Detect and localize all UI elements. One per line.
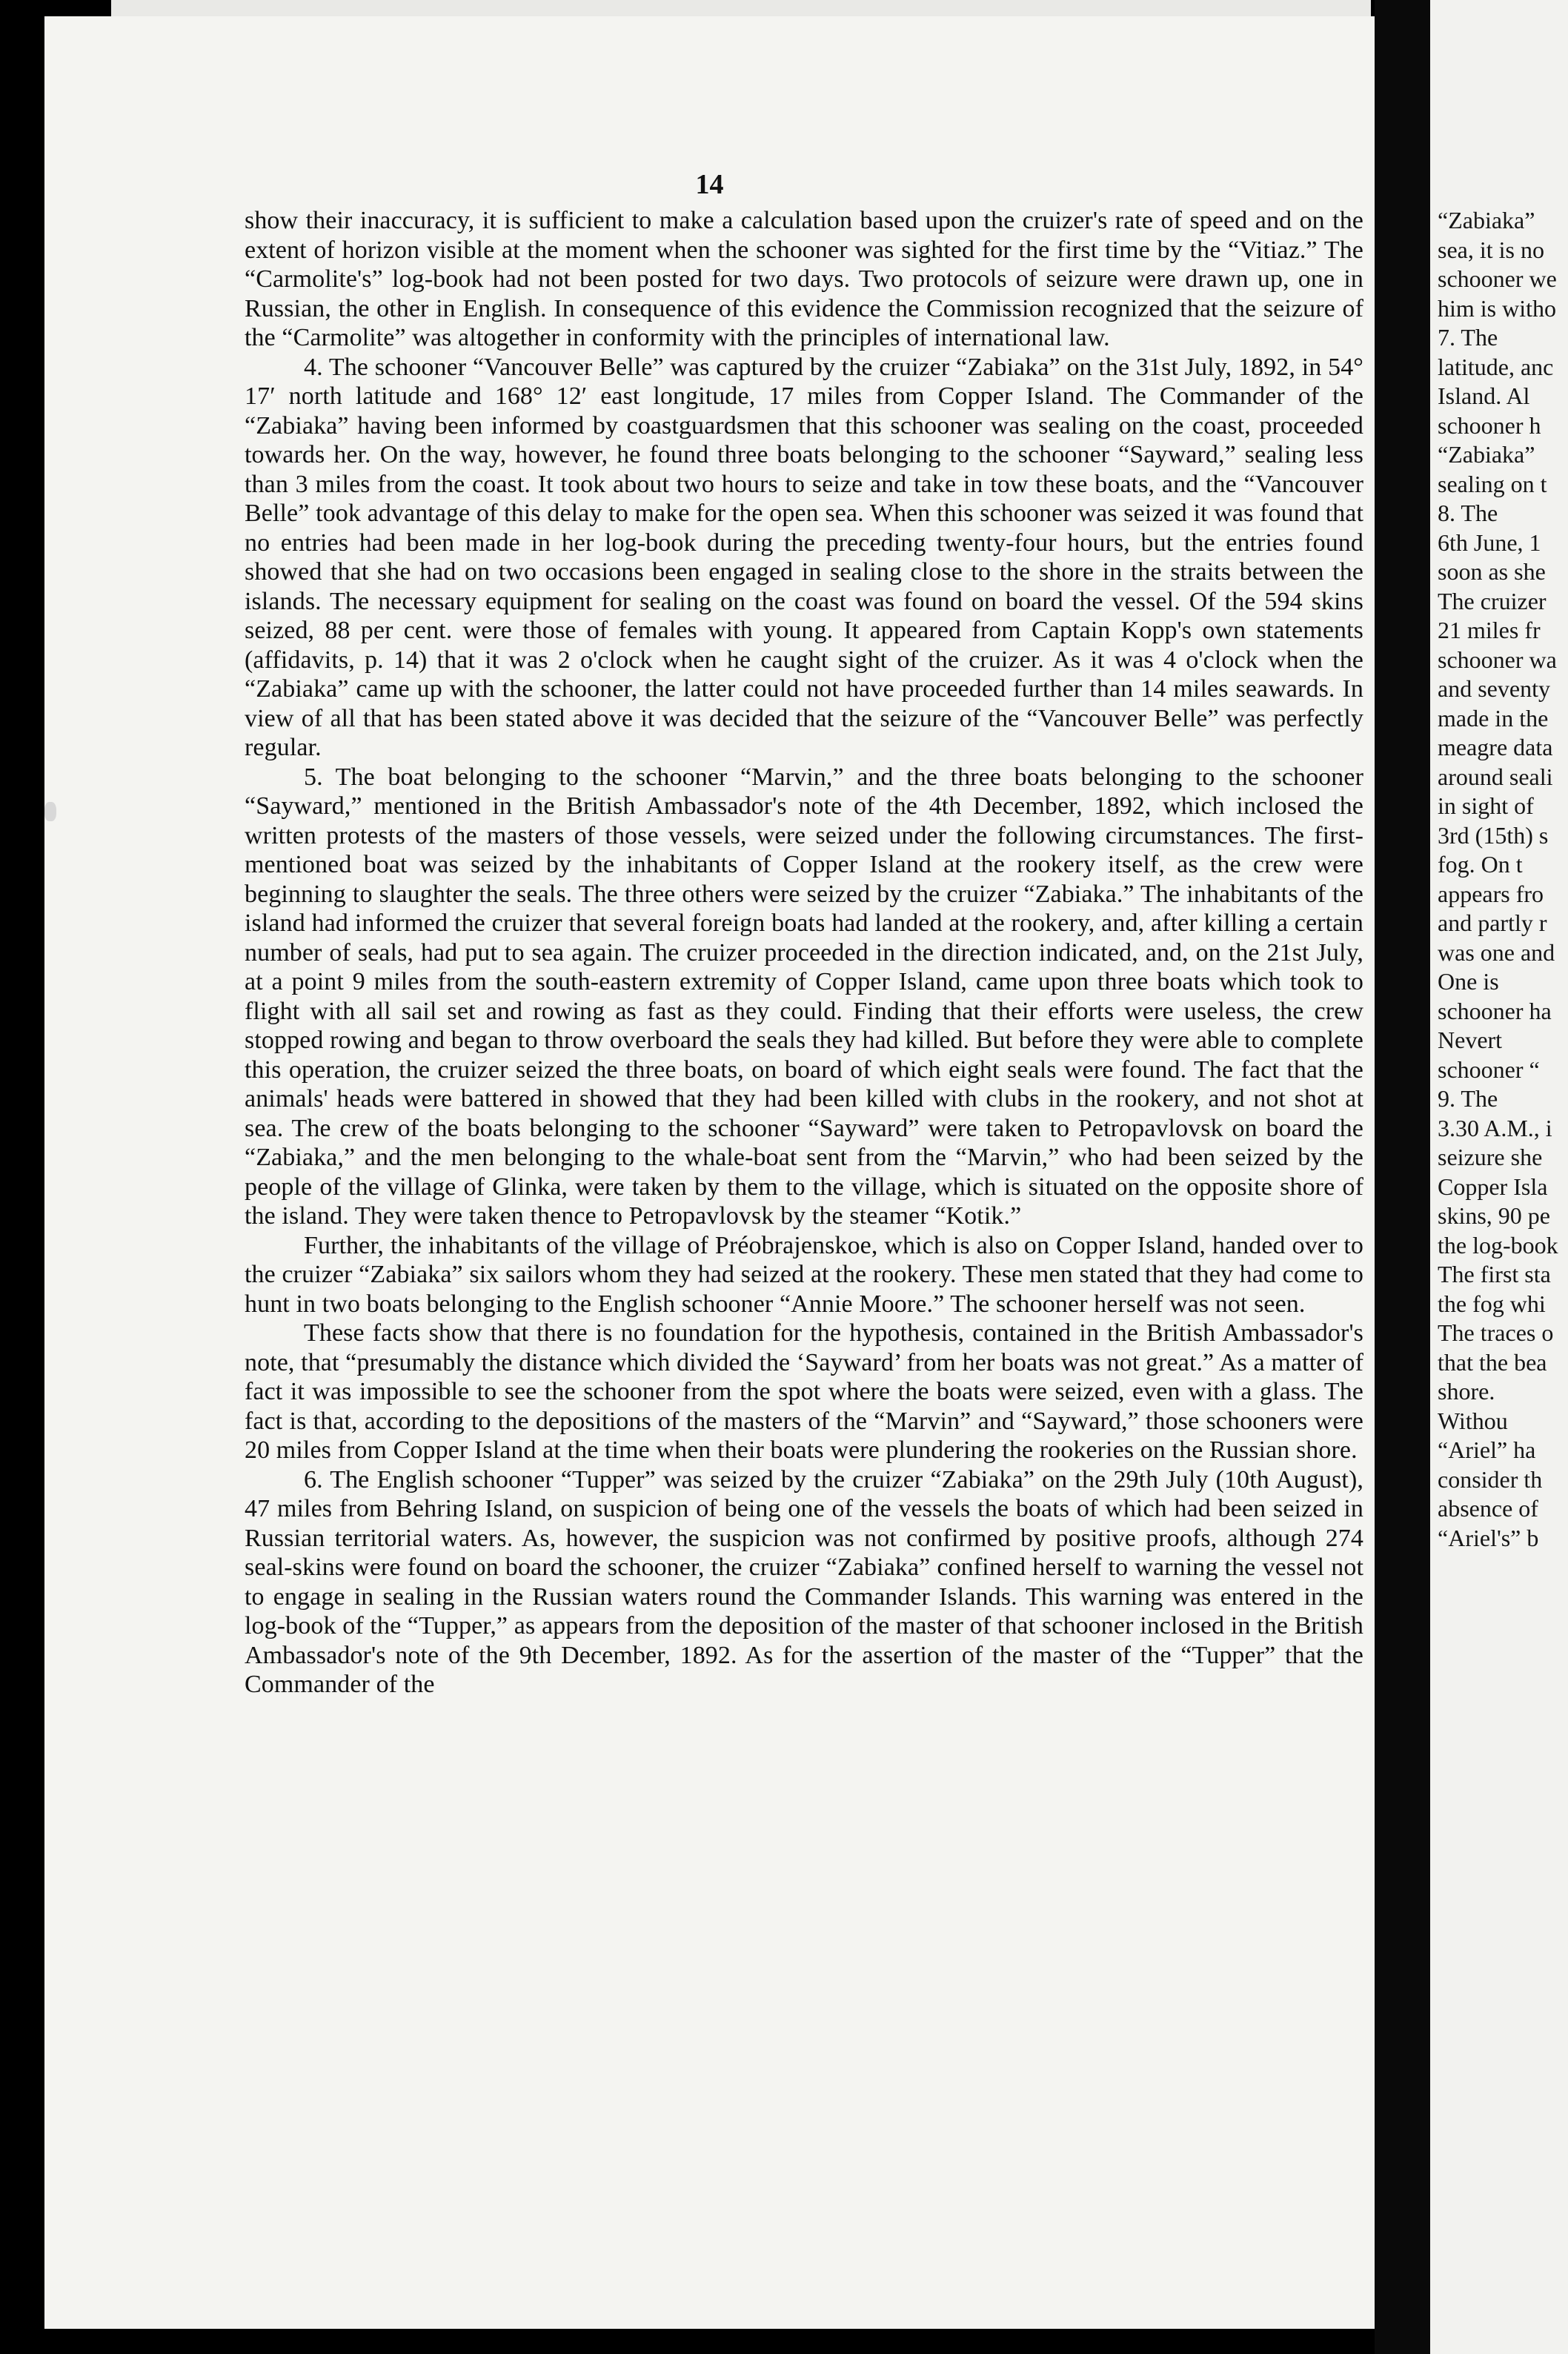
adjacent-page-fragment — [1430, 0, 1568, 2354]
document-page — [44, 16, 1375, 2329]
fragment-line: in sight of — [1438, 792, 1534, 819]
paragraph-4: Further, the inhabitants of the village of Préobrajenskoe, which is also on Copper Island, handed over to the cruizer “Zabiaka” six sailors whom they had seized at the rookery. These men stated that they had come to hunt in two boats belonging to the English schooner “Annie Moore.” The schooner herself was not seen. — [245, 1231, 1363, 1318]
scan-top-edge — [111, 0, 1371, 16]
fragment-line: Island. Al — [1438, 382, 1530, 409]
fragment-line: “Ariel” ha — [1438, 1436, 1536, 1463]
fragment-line: Withou — [1438, 1407, 1508, 1434]
fragment-line: shore. — [1438, 1378, 1495, 1405]
fragment-line: soon as she — [1438, 558, 1546, 585]
fragment-line: the fog whi — [1438, 1290, 1546, 1317]
fragment-line: was one and — [1438, 938, 1555, 966]
fragment-line: fog. On t — [1438, 851, 1523, 878]
fragment-line: latitude, anc — [1438, 353, 1554, 380]
fragment-line: One is — [1438, 968, 1499, 995]
fragment-line: schooner wa — [1438, 646, 1557, 673]
fragment-line: The traces o — [1438, 1319, 1554, 1346]
fragment-line: “Zabiaka” — [1438, 441, 1535, 468]
fragment-line: sea, it is no — [1438, 236, 1544, 263]
fragment-line: The cruizer — [1438, 587, 1547, 614]
fragment-line: that the bea — [1438, 1348, 1547, 1376]
body-text — [245, 206, 1363, 1700]
fragment-line: 3.30 A.M., i — [1438, 1114, 1552, 1141]
fragment-line: absence of — [1438, 1495, 1538, 1522]
fragment-line: consider th — [1438, 1465, 1543, 1493]
fragment-line: the log-book — [1438, 1231, 1558, 1259]
fragment-line: 21 miles fr — [1438, 617, 1541, 643]
paragraph-5: These facts show that there is no foundation for the hypothesis, contained in the British Ambassador's note, that “presumably the distance which divided the ‘Sayward’ from her boats was not great.” As a matter of fact it was impossible to see the schooner from the spot where the boats were seized, even with a glass. The fact is that, according to the depositions of the masters of the “Marvin” and “Sayward,” those schooners were 20 miles from Copper Island at the time when their boats were plundering the rookeries on the Russian shore. — [245, 1319, 1363, 1464]
fragment-line: schooner ha — [1438, 997, 1552, 1024]
fragment-line: schooner h — [1438, 411, 1541, 439]
fragment-line: him is witho — [1438, 294, 1557, 322]
fragment-line: and partly r — [1438, 909, 1547, 936]
fragment-line: 6th June, 1 — [1438, 528, 1541, 556]
fragment-line: schooner “ — [1438, 1055, 1540, 1083]
margin-speck — [44, 802, 56, 821]
fragment-line: meagre data — [1438, 734, 1553, 760]
page-gutter — [1375, 0, 1430, 2354]
paragraph-6: 6. The English schooner “Tupper” was seized by the cruizer “Zabiaka” on the 29th July (10th August), 47 miles from Behring Island, on suspicion of being one of the vessels the boats of which had been seized in Russian territorial waters. As, however, the suspicion was not confirmed by positive proofs, although 274 seal-skins were found on board the schooner, the cruizer “Zabiaka” confined herself to warning the vessel not to engage in sealing in the Russian waters round the Commander Islands. This warning was entered in the log-book of the “Tupper,” as appears from the deposition of the master of that schooner inclosed in the British Ambassador's note of the 9th December, 1892. As for the assertion of the master of the “Tupper” that the Commander of the — [245, 1465, 1363, 1698]
fragment-line-list — [1438, 206, 1568, 1553]
fragment-line: sealing on t — [1438, 470, 1547, 497]
fragment-line: made in the — [1438, 704, 1549, 732]
fragment-line: around seali — [1438, 763, 1553, 790]
fragment-line: 8. The — [1438, 500, 1498, 526]
paragraph-3: 5. The boat belonging to the schooner “Marvin,” and the three boats belonging to the schooner “Sayward,” mentioned in the British Ambassador's note of the 4th December, 1892, which inclosed the written protests of the masters of those vessels, were seized under the following circumstances. The first-mentioned boat was seized by the inhabitants of Copper Island at the rookery itself, as the crew were beginning to slaughter the seals. The three others were seized by the cruizer “Zabiaka.” The inhabitants of the island had informed the cruizer that several foreign boats had landed at the rookery, and, after killing a certain number of seals, had put to sea again. The cruizer proceeded in the direction indicated, and, on the 21st July, at a point 9 miles from the south-eastern extremity of Copper Island, came upon three boats which took to flight with all sail set and rowing as fast as they could. Finding that their efforts were useless, the crew stopped rowing and began to throw overboard the seals they had killed. But before they were able to complete this operation, the cruizer seized the three boats, on board of which eight seals were found. The fact that the animals' heads were battered in showed that they had been killed with clubs in the rookery, and not shot at sea. The crew of the boats belonging to the schooner “Sayward” were taken to Petropavlovsk on board the “Zabiaka,” and the men belonging to the whale-boat sent from the “Marvin,” who had been seized by the people of the village of Glinka, were taken by them to the village, which is situated on the opposite shore of the island. They were taken thence to Petropavlovsk by the steamer “Kotik.” — [245, 763, 1363, 1230]
fragment-line: “Ariel's” b — [1438, 1524, 1539, 1551]
fragment-line: 9. The — [1438, 1085, 1498, 1112]
fragment-line: skins, 90 pe — [1438, 1202, 1550, 1229]
fragment-line: Nevert — [1438, 1027, 1503, 1053]
fragment-line: 3rd (15th) s — [1438, 821, 1549, 849]
fragment-line: seizure she — [1438, 1144, 1543, 1170]
fragment-line: schooner we — [1438, 265, 1557, 292]
page-number: 14 — [695, 169, 724, 200]
fragment-line: The first sta — [1438, 1261, 1551, 1287]
paragraph-1: show their inaccuracy, it is sufficient to make a calculation based upon the cruizer's rate of speed and on the extent of horizon visible at the moment when the schooner was sighted for the first time by the “Vitiaz.” The “Carmolite's” log-book had not been posted for two days. Two protocols of seizure were drawn up, one in Russian, the other in English. In consequence of this evidence the Commission recognized that the seizure of the “Carmolite” was altogether in conformity with the principles of international law. — [245, 207, 1363, 351]
fragment-line: Copper Isla — [1438, 1173, 1548, 1200]
fragment-line: appears fro — [1438, 880, 1544, 907]
fragment-line: “Zabiaka” — [1438, 207, 1535, 233]
paragraph-2: 4. The schooner “Vancouver Belle” was captured by the cruizer “Zabiaka” on the 31st July, 1892, in 54° 17′ north latitude and 168° 12′ east longitude, 17 miles from Copper Island. The Commander of the “Zabiaka” having been informed by coastguardsmen that this schooner was sealing on the coast, proceeded towards her. On the way, however, he found three boats belonging to the schooner “Sayward,” sealing less than 3 miles from the coast. It took about two hours to seize and take in tow these boats, and the “Vancouver Belle” took advantage of this delay to make for the open sea. When this schooner was seized it was found that no entries had been made in her log-book during the preceding twenty-four hours, but the entries found showed that she had on two occasions been engaged in sealing close to the shore in the straits between the islands. The necessary equipment for sealing on the coast was found on board the vessel. Of the 594 skins seized, 88 per cent. were those of females with young. It appeared from Captain Kopp's own statements (affidavits, p. 14) that it was 2 o'clock when he caught sight of the cruizer. As it was 4 o'clock when the “Zabiaka” came up with the schooner, the latter could not have proceeded further than 14 miles seawards. In view of all that has been stated above it was decided that the seizure of the “Vancouver Belle” was perfectly regular. — [245, 353, 1363, 761]
fragment-line: 7. The — [1438, 324, 1498, 351]
fragment-line: and seventy — [1438, 675, 1550, 702]
